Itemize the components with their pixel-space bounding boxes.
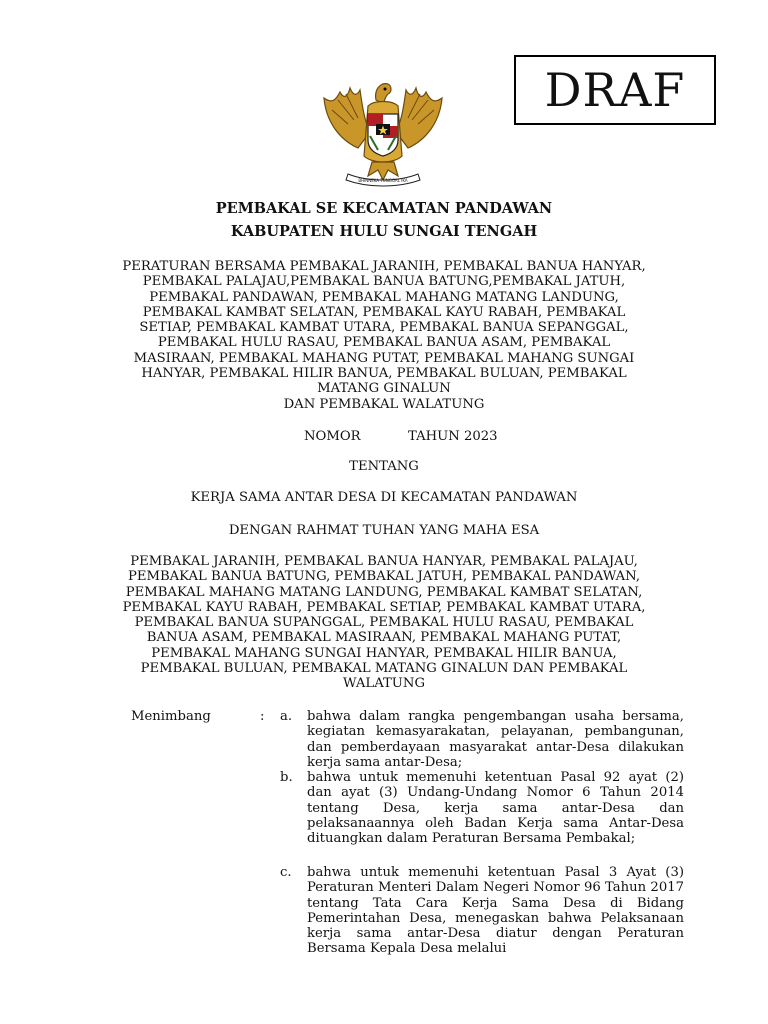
item-text: bahwa untuk memenuhi ketentuan Pasal 3 Ayat (3) Peraturan Menteri Dalam Negeri Nomor 96 Tahun 2017 tentang Tata Cara Kerja Sama Desa di Bidang Pemerintahan Desa, menegaskan bahwa Pelaksanaan kerja sama antar-Desa diatur dengan Peraturan Bersama Kepala Desa melalui <box>307 865 684 957</box>
regulation-title-last-line: DAN PEMBAKAL WALATUNG <box>283 396 485 412</box>
regulation-title <box>120 259 648 412</box>
header-line-2: KABUPATEN HULU SUNGAI TENGAH <box>230 223 538 240</box>
menimbang-label: Menimbang <box>131 709 211 724</box>
garuda-emblem-icon <box>318 70 448 190</box>
item-letter: a. <box>280 709 293 724</box>
tahun-label: TAHUN 2023 <box>408 429 498 444</box>
item-letter: c. <box>280 865 292 880</box>
item-letter: b. <box>280 770 293 785</box>
rahmat-line: DENGAN RAHMAT TUHAN YANG MAHA ESA <box>228 523 540 538</box>
draft-stamp <box>514 55 716 125</box>
menimbang-item-b <box>280 770 684 846</box>
subject-heading: KERJA SAMA ANTAR DESA DI KECAMATAN PANDAWAN <box>190 490 578 505</box>
regulation-title-text: PERATURAN BERSAMA PEMBAKAL JARANIH, PEMBAKAL BANUA HANYAR, PEMBAKAL PALAJAU,PEMBAKAL BANUA BATUNG,PEMBAKAL JATUH, PEMBAKAL PANDAWAN, PEMBAKAL MAHANG MATANG LANDUNG, PEMBAKAL KAMBAT SELATAN, PEMBAKAL KAYU RABAH, PEMBAKAL SETIAP, PEMBAKAL KAMBAT UTARA, PEMBAKAL BANUA SEPANGGAL, PEMBAKAL HULU RASAU, PEMBAKAL BANUA ASAM, PEMBAKAL MASIRAAN, PEMBAKAL MAHANG PUTAT, PEMBAKAL MAHANG SUNGAI HANYAR, PEMBAKAL HILIR BANUA, PEMBAKAL BULUAN, PEMBAKAL MATANG GINALUN <box>122 259 646 397</box>
menimbang-item-a <box>280 709 684 770</box>
tentang-heading: TENTANG <box>349 459 419 474</box>
item-text: bahwa dalam rangka pengembangan usaha bersama, kegiatan kemasyarakatan, pelayanan, pembangunan, dan pemberdayaan masyarakat antar-Desa dilakukan kerja sama antar-Desa; <box>307 709 684 770</box>
draft-stamp-label: DRAF <box>544 63 686 117</box>
parties-paragraph: PEMBAKAL JARANIH, PEMBAKAL BANUA HANYAR, PEMBAKAL PALAJAU, PEMBAKAL BANUA BATUNG, PEMBAKAL JATUH, PEMBAKAL PANDAWAN, PEMBAKAL MAHANG MATANG LANDUNG, PEMBAKAL KAMBAT SELATAN, PEMBAKAL KAYU RABAH, PEMBAKAL SETIAP, PEMBAKAL KAMBAT UTARA, PEMBAKAL BANUA SUPANGGAL, PEMBAKAL HULU RASAU, PEMBAKAL BANUA ASAM, PEMBAKAL MASIRAAN, PEMBAKAL MAHANG PUTAT, PEMBAKAL MAHANG SUNGAI HANYAR, PEMBAKAL HILIR BANUA, PEMBAKAL BULUAN, PEMBAKAL MATANG GINALUN DAN PEMBAKAL WALATUNG <box>122 554 646 692</box>
emblem-ribbon-text: BHINNEKA TUNGGAL IKA <box>358 178 408 183</box>
header-line-1: PEMBAKAL SE KECAMATAN PANDAWAN <box>215 200 553 217</box>
nomor-label: NOMOR <box>304 429 361 444</box>
item-text: bahwa untuk memenuhi ketentuan Pasal 92 ayat (2) dan ayat (3) Undang-Undang Nomor 6 Tahun 2014 tentang Desa, kerja sama antar-Desa dan pelaksanaannya oleh Badan Kerja sama Antar-Desa dituangkan dalam Peraturan Bersama Pembakal; <box>307 770 684 847</box>
menimbang-colon: : <box>260 709 265 724</box>
menimbang-item-c <box>280 865 684 957</box>
